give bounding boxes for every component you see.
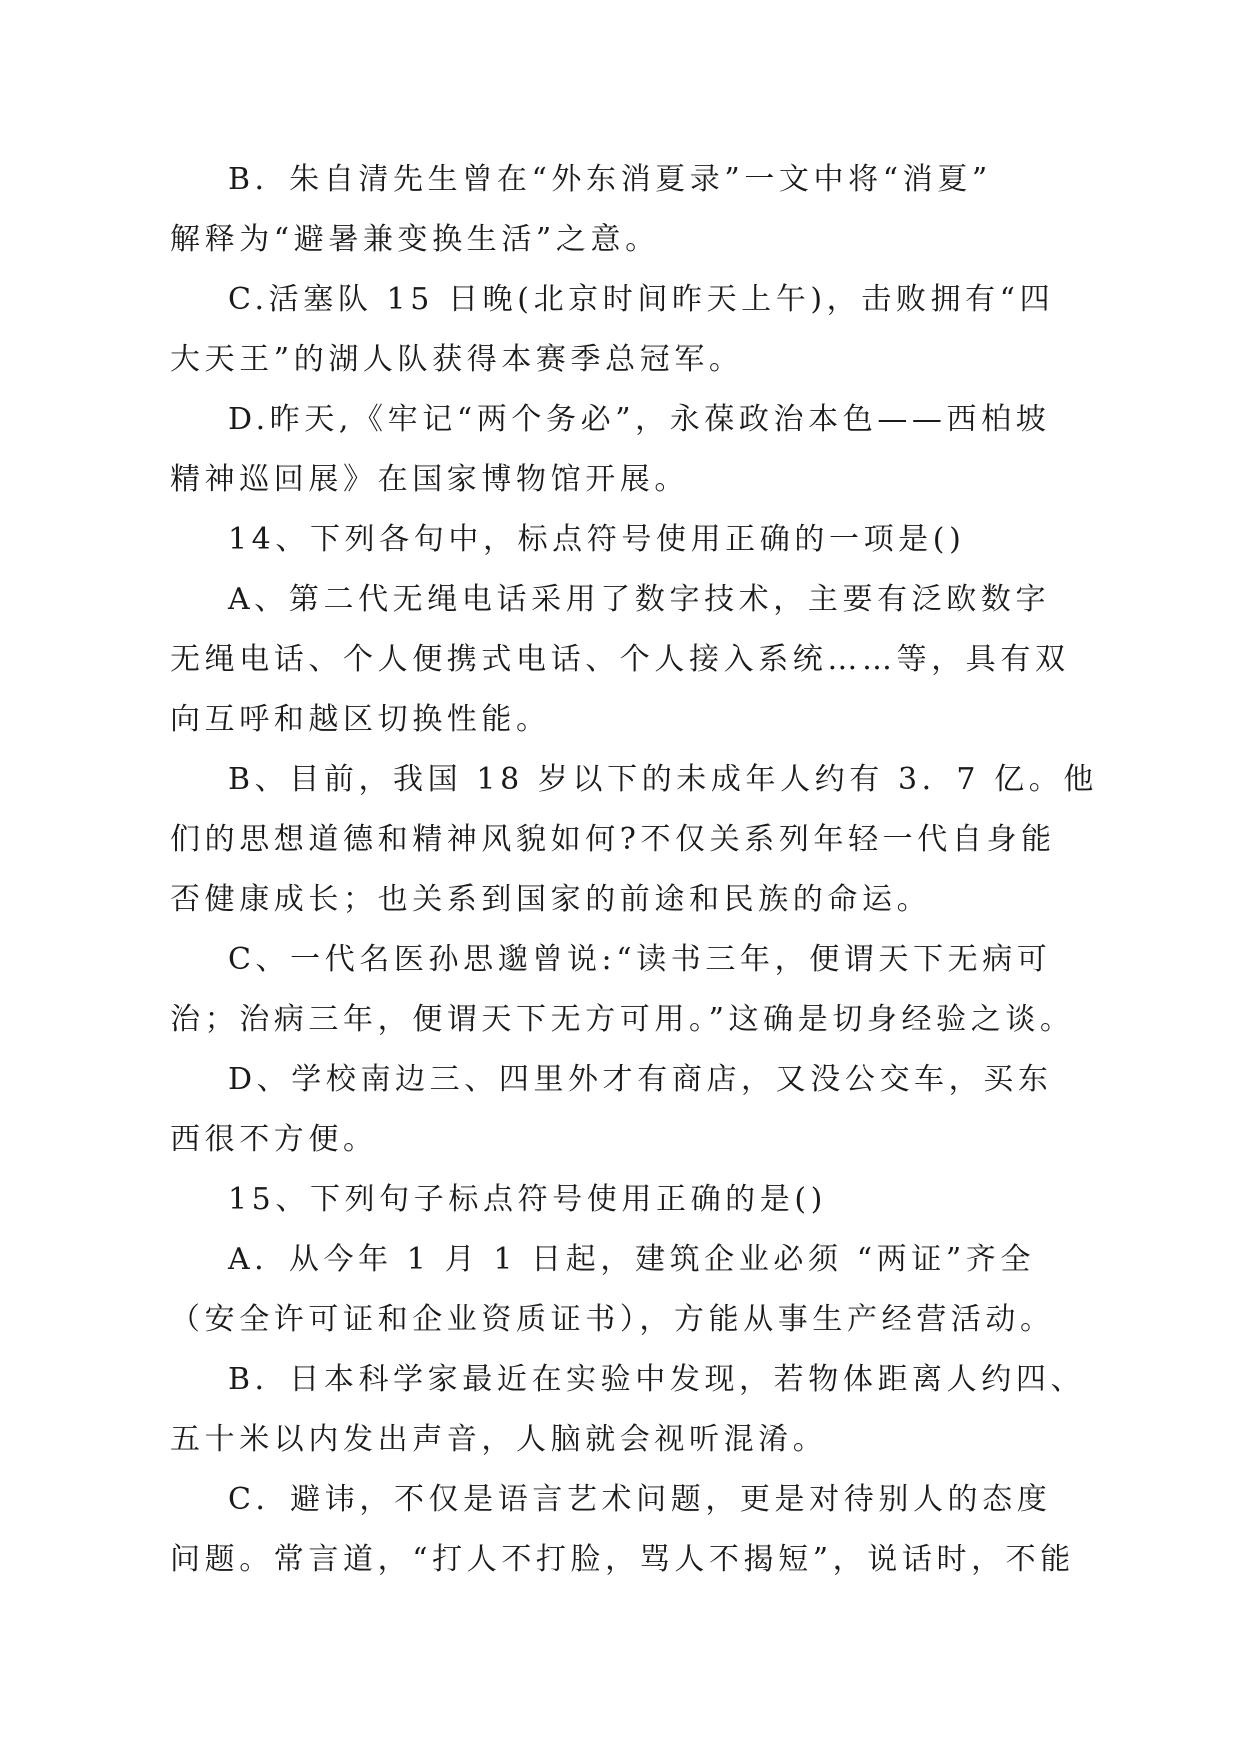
text-line: 大天王”的湖人队获得本赛季总冠军。 bbox=[170, 342, 744, 377]
text-line: C.活塞队 15 日晚(北京时间昨天上午)，击败拥有“四 bbox=[228, 282, 1055, 317]
text-line: 五十米以内发出声音，人脑就会视听混淆。 bbox=[170, 1422, 828, 1457]
text-line: A、第二代无绳电话采用了数字技术，主要有泛欧数字 bbox=[228, 582, 1051, 617]
text-line: D、学校南边三、四里外才有商店，又没公交车，买东 bbox=[228, 1062, 1053, 1097]
text-line: 们的思想道德和精神风貌如何?不仅关系列年轻一代自身能 bbox=[170, 822, 1056, 857]
text-line: 西很不方便。 bbox=[170, 1122, 378, 1157]
text-line: 无绳电话、个人便携式电话、个人接入系统……等，具有双 bbox=[170, 642, 1070, 677]
text-line: B、目前，我国 18 岁以下的未成年人约有 3．7 亿。他 bbox=[228, 762, 1098, 797]
text-line: （安全许可证和企业资质证书），方能从事生产经营活动。 bbox=[170, 1302, 1055, 1337]
text-line: A．从今年 1 月 1 日起，建筑企业必须 “两证”齐全 bbox=[228, 1242, 1035, 1277]
text-line: 解释为“避暑兼变换生活”之意。 bbox=[170, 222, 660, 257]
text-line: B．朱自清先生曾在“外东消夏录”一文中将“消夏” bbox=[228, 162, 992, 197]
text-line: 否健康成长；也关系到国家的前途和民族的命运。 bbox=[170, 882, 932, 917]
text-line: 精神巡回展》在国家博物馆开展。 bbox=[170, 462, 689, 497]
text-line: 问题。常言道，“打人不打脸，骂人不揭短”，说话时，不能 bbox=[170, 1542, 1075, 1577]
text-line: 治；治病三年，便谓天下无方可用。”这确是切身经验之谈。 bbox=[170, 1002, 1075, 1037]
text-line: C、一代名医孙思邈曾说:“读书三年，便谓天下无病可 bbox=[228, 942, 1052, 977]
text-line: 14、下列各句中，标点符号使用正确的一项是() bbox=[228, 522, 966, 557]
text-line: D.昨天,《牢记“两个务必”，永葆政治本色——西柏坡 bbox=[228, 402, 1051, 437]
text-line: B．日本科学家最近在实验中发现，若物体距离人约四、 bbox=[228, 1362, 1086, 1397]
text-line: 15、下列句子标点符号使用正确的是() bbox=[228, 1182, 827, 1217]
text-line: C．避讳，不仅是语言艺术问题，更是对待别人的态度 bbox=[228, 1482, 1052, 1517]
text-line: 向互呼和越区切换性能。 bbox=[170, 702, 551, 737]
